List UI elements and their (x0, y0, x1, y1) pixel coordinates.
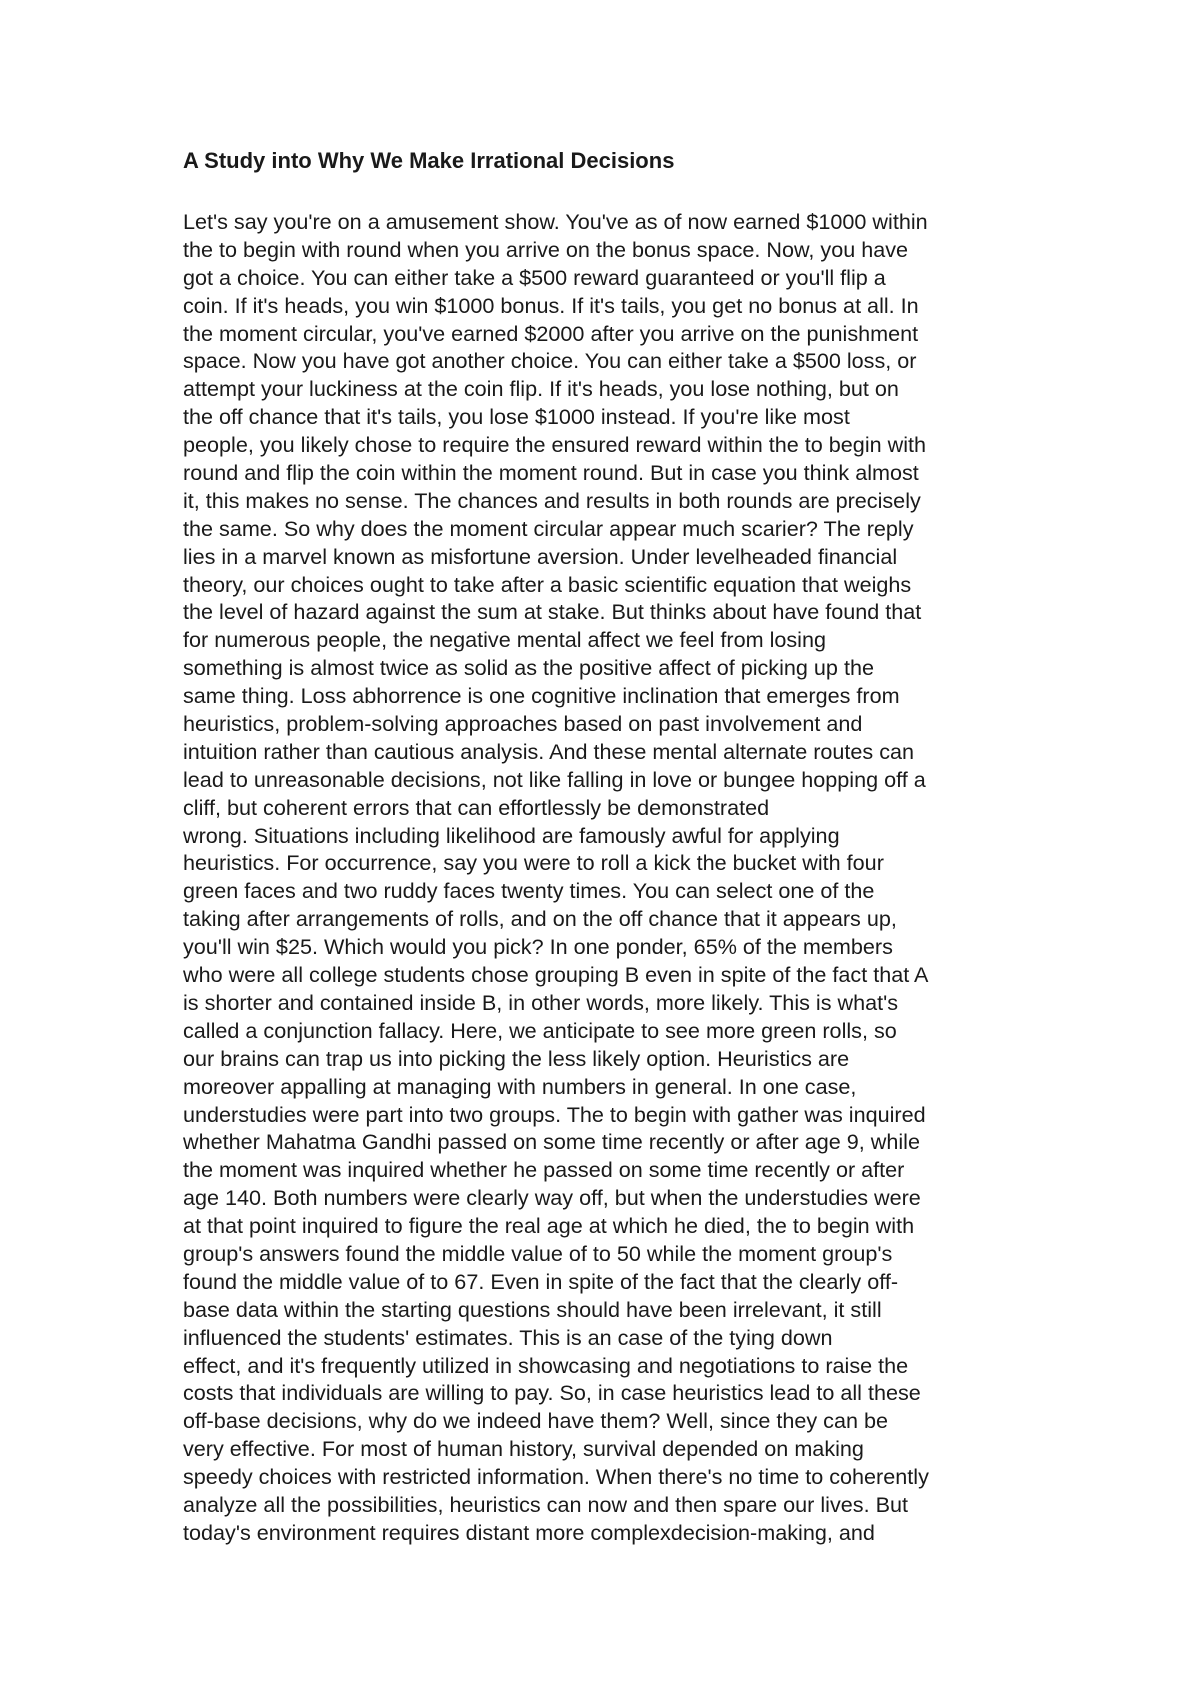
body-line: heuristics. For occurrence, say you were to roll a kick the bucket with four (183, 850, 884, 876)
body-line: attempt your luckiness at the coin flip. If it's heads, you lose nothing, but on (183, 376, 899, 402)
document-title: A Study into Why We Make Irrational Decisions (183, 148, 675, 173)
body-line: the same. So why does the moment circular appear much scarier? The reply (183, 515, 914, 541)
body-line: is shorter and contained inside B, in other words, more likely. This is what's (183, 989, 899, 1015)
body-line: whether Mahatma Gandhi passed on some time recently or after age 9, while (183, 1129, 920, 1155)
body-line: group's answers found the middle value of to 50 while the moment group's (183, 1240, 893, 1266)
body-line: effect, and it's frequently utilized in showcasing and negotiations to raise the (183, 1352, 909, 1378)
body-line: lead to unreasonable decisions, not like falling in love or bungee hopping off a (183, 766, 926, 792)
body-line: space. Now you have got another choice. You can either take a $500 loss, or (183, 348, 917, 374)
title-spacer (183, 182, 1063, 208)
body-line: age 140. Both numbers were clearly way off, but when the understudies were (183, 1185, 921, 1211)
body-line: very effective. For most of human history, survival depended on making (183, 1436, 864, 1462)
body-line: same thing. Loss abhorrence is one cognitive inclination that emerges from (183, 683, 900, 709)
body-line: off-base decisions, why do we indeed have them? Well, since they can be (183, 1408, 889, 1434)
body-line: it, this makes no sense. The chances and results in both rounds are precisely (183, 487, 921, 513)
body-line: round and flip the coin within the moment round. But in case you think almost (183, 460, 919, 486)
body-line: today's environment requires distant more complexdecision-making, and (183, 1519, 875, 1545)
body-line: our brains can trap us into picking the less likely option. Heuristics are (183, 1045, 850, 1071)
body-line: people, you likely chose to require the ensured reward within the to begin with (183, 432, 927, 458)
body-line: for numerous people, the negative mental affect we feel from losing (183, 627, 826, 653)
body-line: coin. If it's heads, you win $1000 bonus. If it's tails, you get no bonus at all. In (183, 292, 919, 318)
body-line: moreover appalling at managing with numbers in general. In one case, (183, 1073, 857, 1099)
body-line: lies in a marvel known as misfortune aversion. Under levelheaded financial (183, 543, 898, 569)
body-line: analyze all the possibilities, heuristics can now and then spare our lives. But (183, 1491, 908, 1517)
document-body (183, 208, 1063, 1547)
body-line: cliff, but coherent errors that can effortlessly be demonstrated (183, 794, 770, 820)
body-line: called a conjunction fallacy. Here, we anticipate to see more green rolls, so (183, 1017, 897, 1043)
body-line: heuristics, problem-solving approaches based on past involvement and (183, 711, 863, 737)
body-line: understudies were part into two groups. The to begin with gather was inquired (183, 1101, 926, 1127)
body-line: costs that individuals are willing to pay. So, in case heuristics lead to all these (183, 1380, 921, 1406)
body-line: who were all college students chose grouping B even in spite of the fact that A (183, 962, 929, 988)
body-line: at that point inquired to figure the real age at which he died, the to begin with (183, 1213, 915, 1239)
body-line: the moment circular, you've earned $2000 after you arrive on the punishment (183, 320, 919, 346)
body-line: the to begin with round when you arrive on the bonus space. Now, you have (183, 236, 909, 262)
body-line: intuition rather than cautious analysis. And these mental alternate routes can (183, 738, 915, 764)
body-line: Let's say you're on a amusement show. You've as of now earned $1000 within (183, 209, 928, 234)
body-line: green faces and two ruddy faces twenty times. You can select one of the (183, 878, 875, 904)
body-line: you'll win $25. Which would you pick? In one ponder, 65% of the members (183, 934, 893, 960)
body-line: wrong. Situations including likelihood are famously awful for applying (183, 822, 840, 848)
body-line: speedy choices with restricted information. When there's no time to coherently (183, 1464, 929, 1490)
body-line: something is almost twice as solid as the positive affect of picking up the (183, 655, 874, 681)
body-line: influenced the students' estimates. This is an case of the tying down (183, 1324, 833, 1350)
body-line: the moment was inquired whether he passed on some time recently or after (183, 1157, 905, 1183)
body-line: base data within the starting questions should have been irrelevant, it still (183, 1296, 882, 1322)
body-line: theory, our choices ought to take after a basic scientific equation that weighs (183, 571, 912, 597)
body-line: taking after arrangements of rolls, and on the off chance that it appears up, (183, 906, 897, 932)
body-line: the off chance that it's tails, you lose $1000 instead. If you're like most (183, 404, 850, 430)
document-content (183, 140, 1063, 1547)
body-line: found the middle value of to 67. Even in spite of the fact that the clearly off- (183, 1268, 899, 1294)
body-line: got a choice. You can either take a $500 reward guaranteed or you'll flip a (183, 264, 886, 290)
body-line: the level of hazard against the sum at stake. But thinks about have found that (183, 599, 922, 625)
